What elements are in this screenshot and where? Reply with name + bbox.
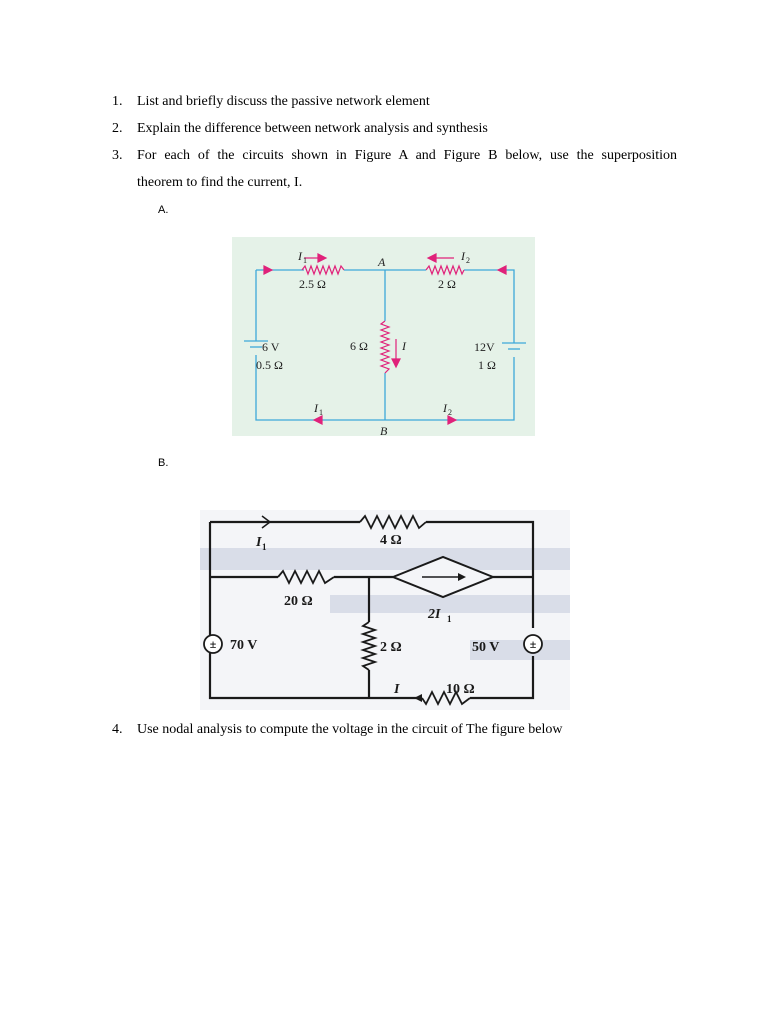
voltage-source-70v	[204, 635, 222, 653]
resistor-middle-label: 6 Ω	[350, 339, 368, 353]
dependent-source-sub: 1	[447, 614, 452, 624]
figure-a-label: A.	[158, 204, 169, 216]
figure-b-label: B.	[158, 457, 169, 469]
figure-a	[232, 237, 535, 436]
source-left-voltage: 6 V	[262, 340, 280, 354]
current-label-i1-bottom: I	[314, 401, 318, 415]
voltage-source-50v	[524, 635, 542, 653]
resistor-middle-label: 2 Ω	[380, 640, 402, 655]
current-label-i2-top: I	[461, 249, 465, 263]
source-right-resistance: 1 Ω	[478, 358, 496, 372]
question-text-line-1: For each of the circuits shown in Figure A and Figure B below, use the superposition	[137, 148, 677, 163]
resistor-right-label: 2 Ω	[438, 277, 456, 291]
svg-text:±: ±	[529, 637, 537, 651]
figure-b	[200, 510, 570, 710]
question-text: Explain the difference between network analysis and synthesis	[137, 121, 488, 136]
source-right-voltage: 12V	[474, 340, 495, 354]
current-sub-i1-top: 1	[303, 256, 307, 265]
question-text: List and briefly discuss the passive network element	[137, 94, 430, 109]
current-label-i: I	[394, 682, 400, 697]
dependent-source-label: 2I	[428, 607, 441, 622]
source-right-label: 50 V	[472, 640, 500, 655]
current-label-i2-bottom: I	[443, 401, 447, 415]
resistor-top-label: 4 Ω	[380, 533, 402, 548]
node-a-label: A	[378, 255, 386, 269]
question-number: 2.	[112, 121, 123, 136]
circuit-a-diagram	[232, 237, 535, 436]
current-sub-i1-bottom: 1	[319, 408, 323, 417]
question-number: 3.	[112, 148, 123, 163]
question-text-line-2: theorem to find the current, I.	[137, 175, 303, 190]
question-text: Use nodal analysis to compute the voltage in the circuit of The figure below	[137, 722, 563, 737]
source-left-label: 70 V	[230, 638, 258, 653]
current-sub-i2-top: 2	[466, 256, 470, 265]
circuit-b-diagram	[200, 510, 570, 710]
svg-text:±: ±	[209, 637, 217, 651]
question-number: 4.	[112, 722, 123, 737]
node-b-label: B	[380, 424, 388, 436]
resistor-bottom-label: 10 Ω	[446, 682, 475, 697]
question-number: 1.	[112, 94, 123, 109]
source-left-resistance: 0.5 Ω	[256, 358, 283, 372]
current-label-i1-top: I	[298, 249, 302, 263]
current-sub-i1: 1	[262, 542, 267, 552]
middle-current-label: I	[402, 339, 406, 353]
current-label-i1: I	[256, 535, 262, 550]
current-sub-i2-bottom: 2	[448, 408, 452, 417]
resistor-left-label: 20 Ω	[284, 594, 313, 609]
resistor-left-label: 2.5 Ω	[299, 277, 326, 291]
